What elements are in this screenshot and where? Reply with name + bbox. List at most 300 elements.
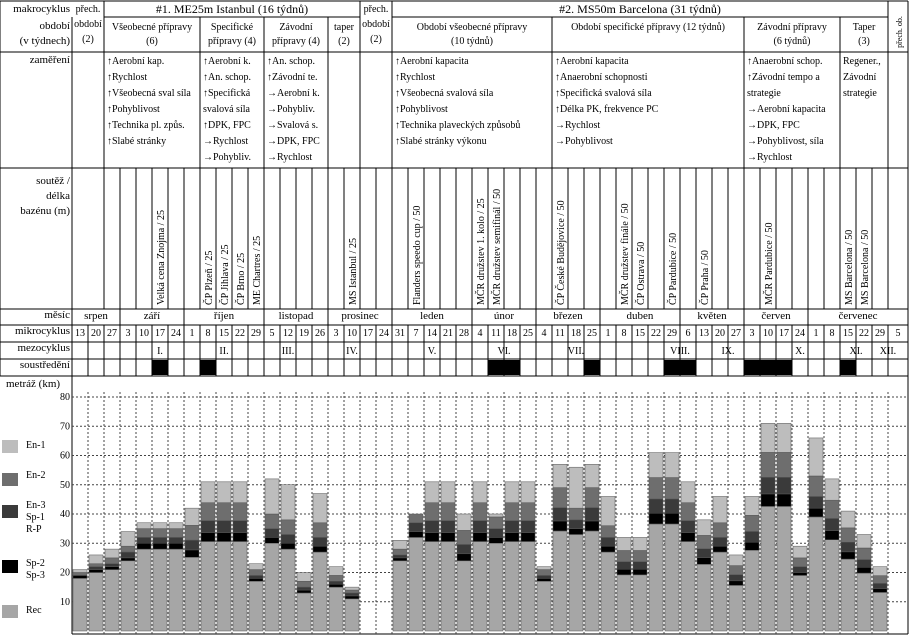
month-label: prosinec — [341, 310, 379, 322]
bar-segment — [313, 494, 327, 523]
training-camp-block — [152, 360, 168, 375]
bar-segment — [441, 533, 455, 542]
competition-label: Velká cena Znojma / 25 — [156, 210, 167, 305]
bar-segment — [553, 508, 567, 521]
bar-segment — [569, 529, 583, 535]
bar-segment — [681, 503, 695, 521]
period-label: (2) — [338, 36, 350, 47]
bar-segment — [745, 496, 759, 515]
bar-segment — [713, 537, 727, 546]
bar-segment — [697, 549, 711, 558]
bar-segment — [121, 558, 135, 561]
bar-segment — [217, 482, 231, 503]
focus-item: ↑Rychlost — [107, 72, 148, 83]
competition-label: ČP Plzeň / 25 — [204, 250, 215, 305]
bar-segment — [425, 503, 439, 521]
bar-segment — [825, 531, 839, 540]
period-label: Období všeobecné přípravy — [416, 22, 528, 33]
y-tick-label: 60 — [60, 450, 70, 462]
bar-segment — [185, 508, 199, 525]
focus-item: ↑Aerobní kap. — [107, 56, 165, 67]
row-label-obdobi: období — [39, 20, 70, 32]
microcycle-number: 28 — [459, 328, 469, 339]
microcycle-number: 10 — [347, 328, 357, 339]
bar-segment — [505, 503, 519, 521]
bar-segment — [345, 590, 359, 593]
bar-segment — [297, 573, 311, 582]
bar-segment — [617, 575, 631, 631]
bar-segment — [105, 567, 119, 570]
microcycle-number: 20 — [715, 328, 725, 339]
bar-segment — [249, 581, 263, 631]
bar-segment — [601, 552, 615, 631]
bar-segment — [489, 514, 503, 517]
bar-segment — [873, 583, 887, 588]
bar-segment — [201, 541, 215, 631]
bar-segment — [313, 546, 327, 552]
bar-segment — [137, 529, 151, 538]
bar-segment — [841, 552, 855, 559]
row-label-mikrocyklus: mikrocyklus — [15, 325, 70, 337]
row-label-delka: délka — [46, 190, 70, 202]
focus-item: →Pohyblivost — [555, 136, 613, 147]
competition-label: MČR Pardubice / 50 — [764, 222, 775, 305]
microcycle-number: 1 — [189, 328, 195, 339]
focus-item: ↑An. schop. — [267, 56, 316, 67]
microcycle-number: 1 — [813, 328, 819, 339]
bar-segment — [697, 520, 711, 536]
bar-segment — [809, 438, 823, 476]
focus-item: ↑Aerobní kapacita — [555, 56, 629, 67]
microcycle-number: 31 — [395, 328, 405, 339]
bar-segment — [665, 524, 679, 631]
focus-item: ↑Všeobecná sval síla — [107, 88, 191, 99]
focus-item: ↑Technika plaveckých způsobů — [395, 120, 521, 131]
mesocycle-label: II. — [219, 346, 229, 357]
competition-label: MS Barcelona / 50 — [860, 229, 871, 305]
bar-segment — [713, 552, 727, 631]
microcycle-number: 25 — [587, 328, 597, 339]
mesocycle-label: VI. — [497, 346, 511, 357]
row-label-v-tydnech: (v týdnech) — [19, 35, 70, 47]
macro-label-line: přech. — [363, 4, 389, 15]
month-label: leden — [420, 310, 444, 322]
bar-segment — [105, 570, 119, 631]
bar-segment — [537, 575, 551, 578]
focus-item: ↑Závodní tempo a — [747, 72, 820, 83]
bar-segment — [217, 541, 231, 631]
bar-segment — [297, 590, 311, 593]
focus-item: ↑Délka PK, frekvence PC — [555, 104, 659, 115]
microcycle-number: 19 — [299, 328, 309, 339]
legend-label: En-1 — [26, 440, 46, 451]
bar-segment — [409, 532, 423, 538]
bar-segment — [217, 521, 231, 533]
mesocycle-label: VIII. — [670, 346, 690, 357]
bar-segment — [185, 525, 199, 540]
legend-label: Sp-1 — [26, 512, 45, 523]
bar-segment — [329, 575, 343, 581]
bar-segment — [633, 562, 647, 569]
focus-item: ↑Anaerobní schop. — [747, 56, 823, 67]
bar-segment — [137, 537, 151, 543]
bar-segment — [185, 540, 199, 550]
bar-segment — [393, 558, 407, 561]
microcycle-number: 15 — [843, 328, 853, 339]
microcycle-number: 8 — [205, 328, 211, 339]
bar-segment — [729, 555, 743, 566]
focus-item: ↑Závodní te. — [267, 72, 318, 83]
macro-label-line: období — [362, 19, 390, 30]
bar-segment — [233, 503, 247, 521]
focus-item: →Rychlost — [267, 152, 313, 163]
bar-segment — [393, 555, 407, 558]
legend-label: Sp-2 — [26, 558, 45, 569]
bar-segment — [697, 564, 711, 631]
bar-segment — [137, 543, 151, 549]
bar-segment — [281, 520, 295, 535]
bar-segment — [745, 550, 759, 631]
mesocycle-label: IX. — [721, 346, 735, 357]
month-label: říjen — [213, 310, 235, 322]
bar-segment — [857, 560, 871, 568]
bar-segment — [809, 508, 823, 517]
bar-segment — [249, 564, 263, 570]
mesocycle-label: X. — [795, 346, 805, 357]
bar-segment — [777, 506, 791, 631]
bar-segment — [345, 593, 359, 596]
bar-segment — [825, 540, 839, 631]
focus-item: →Pohyblivost, síla — [747, 136, 824, 147]
focus-item: →Rychlost — [555, 120, 601, 131]
row-label-soutez: soutěž / — [36, 175, 70, 187]
bar-segment — [825, 479, 839, 500]
bar-segment — [89, 570, 103, 573]
bar-segment — [617, 569, 631, 575]
bar-segment — [617, 562, 631, 569]
row-label-mezocyklus: mezocyklus — [17, 342, 70, 354]
period-label: Období specifické přípravy (12 týdnů) — [571, 22, 725, 33]
bar-segment — [521, 503, 535, 521]
mesocycle-label: V. — [427, 346, 437, 357]
bar-segment — [761, 423, 775, 452]
microcycle-number: 20 — [91, 328, 101, 339]
bar-segment — [169, 549, 183, 631]
bar-segment — [265, 514, 279, 529]
bar-segment — [233, 521, 247, 533]
bar-segment — [553, 488, 567, 508]
competition-label: ME Chartres / 25 — [252, 235, 263, 305]
bar-segment — [569, 534, 583, 631]
bar-segment — [649, 513, 663, 524]
microcycle-number: 22 — [651, 328, 661, 339]
macro-label-line: (2) — [82, 34, 94, 45]
bar-segment — [761, 477, 775, 494]
bar-segment — [729, 585, 743, 631]
bar-segment — [793, 558, 807, 567]
bar-segment — [473, 482, 487, 503]
microcycle-number: 18 — [507, 328, 517, 339]
period-label: taper — [334, 22, 354, 33]
focus-item: →DPK, FPC — [747, 120, 800, 131]
legend-label: En-3 — [26, 500, 46, 511]
period-label: Závodní přípravy — [757, 22, 827, 33]
bar-segment — [521, 521, 535, 533]
period-label: (3) — [858, 36, 870, 47]
bar-segment — [729, 566, 743, 575]
bar-segment — [73, 578, 87, 631]
bar-segment — [841, 542, 855, 552]
bar-segment — [585, 521, 599, 531]
bar-segment — [505, 482, 519, 503]
bar-segment — [233, 533, 247, 542]
month-label: červenec — [838, 310, 878, 322]
microcycle-number: 10 — [763, 328, 773, 339]
focus-item: Regener., — [843, 56, 881, 67]
bar-segment — [393, 549, 407, 555]
bar-segment — [233, 482, 247, 503]
microcycle-number: 22 — [235, 328, 245, 339]
bar-segment — [857, 567, 871, 573]
bar-segment — [265, 543, 279, 631]
microcycle-number: 10 — [139, 328, 149, 339]
bar-segment — [793, 546, 807, 558]
bar-segment — [89, 564, 103, 567]
focus-item: →Aerobní kapacita — [747, 104, 826, 115]
mesocycle-label: IV. — [346, 346, 358, 357]
microcycle-number: 11 — [491, 328, 501, 339]
mesocycle-label: XII. — [879, 346, 897, 357]
row-label-mesic: měsíc — [44, 309, 70, 321]
period-label: (10 týdnů) — [451, 36, 493, 47]
bar-segment — [537, 578, 551, 581]
bar-segment — [169, 529, 183, 538]
bar-segment — [713, 523, 727, 538]
microcycle-number: 7 — [413, 328, 419, 339]
bar-segment — [777, 423, 791, 452]
bar-segment — [73, 570, 87, 573]
microcycle-number: 8 — [621, 328, 627, 339]
bar-segment — [489, 517, 503, 529]
bar-segment — [761, 506, 775, 631]
bar-segment — [473, 503, 487, 521]
bar-segment — [665, 499, 679, 513]
microcycle-number: 13 — [75, 328, 85, 339]
mesocycle-label: XI. — [849, 346, 863, 357]
competition-label: MS Barcelona / 50 — [844, 229, 855, 305]
bar-segment — [601, 496, 615, 525]
legend-label: Sp-3 — [26, 570, 45, 581]
bar-segment — [265, 479, 279, 514]
bar-segment — [457, 561, 471, 631]
bar-segment — [633, 575, 647, 631]
microcycle-number: 27 — [731, 328, 741, 339]
bar-segment — [745, 515, 759, 531]
bar-segment — [521, 541, 535, 631]
bar-segment — [873, 592, 887, 631]
bar-segment — [457, 530, 471, 544]
bar-segment — [169, 543, 183, 549]
bar-segment — [857, 534, 871, 548]
bar-segment — [425, 521, 439, 533]
microcycle-number: 12 — [283, 328, 293, 339]
microcycle-number: 24 — [379, 328, 389, 339]
bar-segment — [649, 499, 663, 513]
bar-segment — [297, 593, 311, 631]
mesocycle-label: VII. — [567, 346, 585, 357]
macro-label: #1. ME25m Istanbul (16 týdnů) — [155, 2, 309, 16]
bar-segment — [121, 532, 135, 547]
microcycle-number: 17 — [155, 328, 165, 339]
bar-segment — [809, 496, 823, 508]
bar-segment — [809, 476, 823, 496]
bar-segment — [777, 494, 791, 506]
microcycle-number: 5 — [269, 328, 275, 339]
period-label: (6) — [146, 36, 158, 47]
bar-segment — [745, 542, 759, 550]
bar-segment — [617, 551, 631, 562]
period-label: přípravy (4) — [271, 36, 321, 47]
bar-segment — [809, 517, 823, 631]
bar-segment — [713, 546, 727, 552]
bar-segment — [425, 533, 439, 542]
month-label: září — [143, 310, 161, 322]
bar-segment — [601, 537, 615, 546]
macro-label: přech. ob. — [895, 16, 904, 48]
bar-series — [2, 360, 887, 631]
competition-label: MS Istanbul / 25 — [348, 238, 359, 305]
bar-segment — [601, 546, 615, 552]
bar-segment — [265, 537, 279, 543]
bar-segment — [393, 561, 407, 631]
bar-segment — [313, 537, 327, 546]
legend-swatch — [2, 440, 18, 453]
y-tick-label: 20 — [60, 567, 70, 579]
bar-segment — [89, 573, 103, 632]
period-label: přípravy (4) — [207, 36, 257, 47]
month-label: červen — [761, 310, 791, 322]
bar-segment — [121, 546, 135, 552]
microcycle-number: 24 — [795, 328, 805, 339]
bar-segment — [665, 453, 679, 478]
bar-segment — [761, 494, 775, 506]
training-camp-block — [744, 360, 792, 375]
legend-label: R-P — [26, 524, 42, 535]
microcycle-number: 15 — [219, 328, 229, 339]
microcycle-number: 25 — [523, 328, 533, 339]
y-tick-label: 10 — [60, 596, 70, 608]
bar-segment — [489, 537, 503, 543]
legend-swatch — [2, 605, 18, 618]
bar-segment — [137, 523, 151, 529]
y-tick-label: 70 — [60, 421, 70, 433]
bar-segment — [153, 537, 167, 543]
bar-segment — [217, 503, 231, 521]
bar-segment — [105, 558, 119, 564]
bar-segment — [249, 570, 263, 576]
month-label: květen — [697, 310, 727, 322]
bar-segment — [473, 533, 487, 542]
bar-segment — [441, 482, 455, 503]
bar-segment — [409, 514, 423, 523]
bar-segment — [633, 537, 647, 550]
bar-segment — [249, 578, 263, 581]
microcycle-number: 29 — [875, 328, 885, 339]
bar-segment — [281, 543, 295, 549]
bar-segment — [281, 485, 295, 520]
bar-segment — [73, 575, 87, 578]
mesocycle-label: III. — [281, 346, 295, 357]
microcycle-number: 3 — [749, 328, 755, 339]
bar-segment — [153, 523, 167, 529]
bar-segment — [745, 531, 759, 542]
y-tick-label: 40 — [60, 509, 70, 520]
y-tick-label: 80 — [60, 392, 70, 403]
microcycle-number: 4 — [477, 328, 483, 339]
bar-segment — [697, 558, 711, 565]
microcycle-number: 29 — [251, 328, 261, 339]
microcycle-number: 8 — [829, 328, 835, 339]
bar-segment — [89, 555, 103, 564]
bar-segment — [585, 464, 599, 487]
bar-segment — [201, 482, 215, 503]
bar-segment — [345, 596, 359, 599]
focus-item: →Rychlost — [747, 152, 793, 163]
competition-label: ČP Ostrava / 50 — [636, 241, 647, 305]
training-camp-block — [200, 360, 216, 375]
bar-segment — [409, 523, 423, 532]
focus-item: ↑Aerobní k. — [203, 56, 251, 67]
bar-segment — [153, 543, 167, 549]
bar-segment — [681, 521, 695, 533]
bar-segment — [153, 529, 167, 538]
bar-segment — [761, 452, 775, 477]
focus-item: ↑Anaerobní schopnosti — [555, 72, 648, 83]
bar-segment — [105, 564, 119, 567]
bar-segment — [729, 581, 743, 586]
period-label: (6 týdnů) — [773, 36, 811, 47]
microcycle-number: 4 — [541, 328, 547, 339]
competition-label: ČP Pardubice / 50 — [668, 232, 679, 305]
row-label-zamereni: zaměření — [29, 54, 70, 66]
bar-segment — [825, 518, 839, 530]
bar-segment — [841, 559, 855, 631]
bar-segment — [521, 482, 535, 503]
focus-item: →Svalová s. — [267, 120, 319, 131]
y-tick-label: 50 — [60, 479, 70, 491]
bar-segment — [329, 584, 343, 587]
bar-segment — [249, 575, 263, 578]
bar-segment — [393, 540, 407, 549]
bar-segment — [553, 521, 567, 531]
microcycle-number: 6 — [685, 328, 691, 339]
bar-segment — [185, 557, 199, 631]
bar-segment — [185, 550, 199, 557]
bar-segment — [793, 575, 807, 631]
bar-segment — [857, 548, 871, 560]
bar-segment — [201, 521, 215, 533]
microcycle-number: 5 — [895, 328, 901, 339]
competition-label: ČP Brno / 25 — [236, 252, 247, 305]
legend-label: Rec — [26, 605, 42, 616]
microcycle-number: 1 — [605, 328, 611, 339]
bar-segment — [297, 587, 311, 590]
macro-label-line: přech. — [75, 4, 101, 15]
y-tick-label: 30 — [60, 538, 70, 550]
bar-segment — [441, 541, 455, 631]
bar-segment — [857, 573, 871, 631]
bar-segment — [585, 488, 599, 508]
